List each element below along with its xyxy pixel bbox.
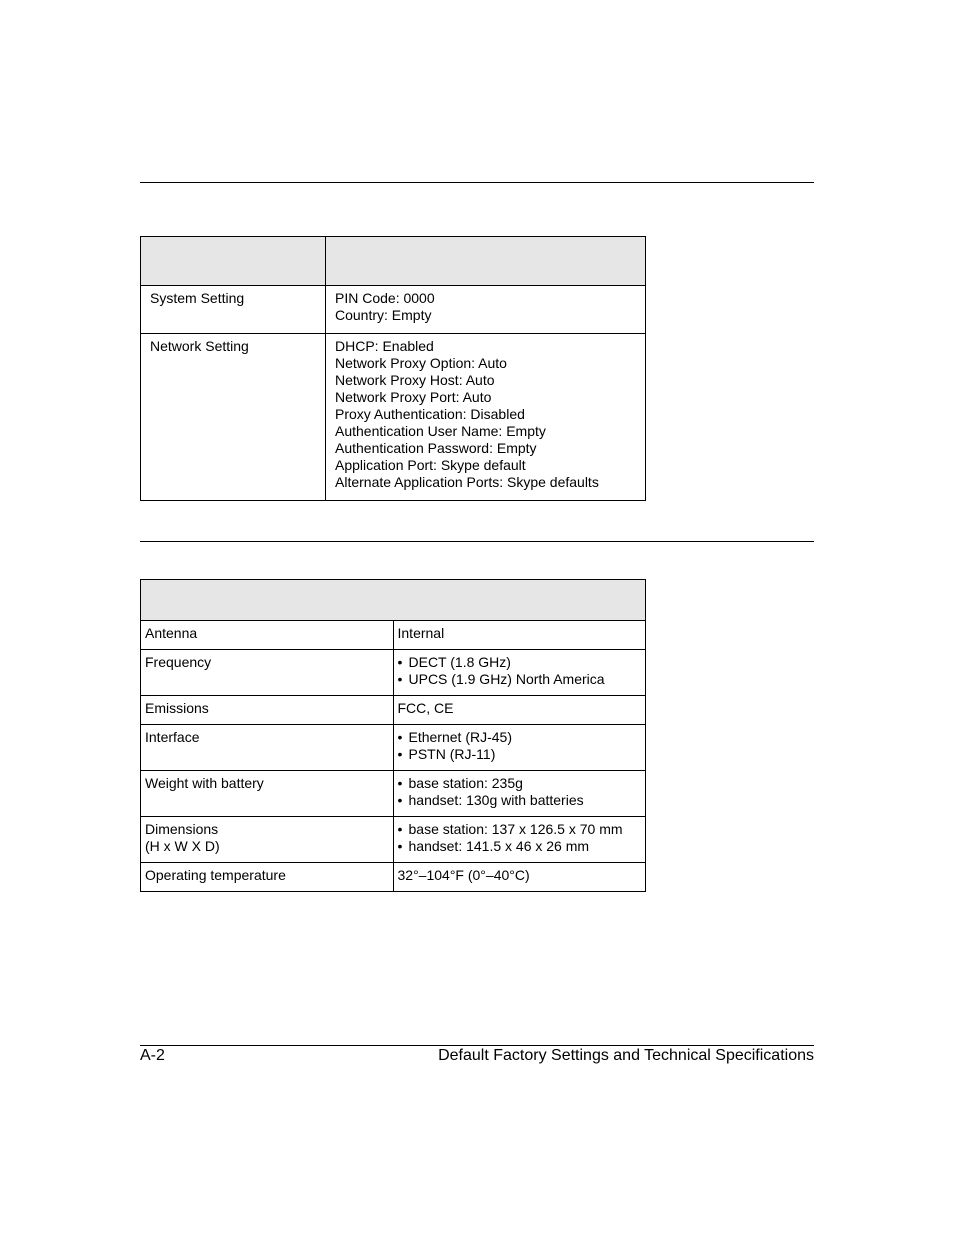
spec-value <box>393 771 646 817</box>
header-cell <box>141 237 326 286</box>
table-row <box>141 334 646 501</box>
table-row <box>141 286 646 334</box>
setting-value: Alternate Application Ports: Skype defaults <box>335 474 599 490</box>
spec-label: Antenna <box>141 621 394 650</box>
spec-value <box>393 725 646 771</box>
table-row <box>141 771 646 817</box>
setting-value: Network Proxy Host: Auto <box>335 372 495 388</box>
table-row <box>141 650 646 696</box>
setting-value: Application Port: Skype default <box>335 457 526 473</box>
spec-label: Frequency <box>141 650 394 696</box>
header-cell <box>141 580 646 621</box>
spec-label: Weight with battery <box>141 771 394 817</box>
bullet-item: • base station: 137 x 126.5 x 70 mm <box>398 821 642 838</box>
chapter-title: Default Factory Settings and Technical Specifications <box>438 1047 814 1064</box>
spec-value <box>393 817 646 863</box>
header-cell <box>326 237 646 286</box>
bullet-item: • PSTN (RJ-11) <box>398 746 642 763</box>
top-rule <box>140 182 814 183</box>
setting-value: DHCP: Enabled <box>335 338 434 354</box>
spec-value: Internal <box>393 621 646 650</box>
setting-value: Authentication Password: Empty <box>335 440 537 456</box>
bullet-item: • handset: 130g with batteries <box>398 792 642 809</box>
section-rule <box>140 541 814 542</box>
setting-label: System Setting <box>141 286 326 334</box>
table-row <box>141 696 646 725</box>
bullet-item: • base station: 235g <box>398 775 642 792</box>
bullet-item: • Ethernet (RJ-45) <box>398 729 642 746</box>
table-row <box>141 817 646 863</box>
bullet-item: • handset: 141.5 x 46 x 26 mm <box>398 838 642 855</box>
setting-values <box>326 286 646 334</box>
table-row <box>141 863 646 892</box>
table-row <box>141 621 646 650</box>
spec-value: FCC, CE <box>393 696 646 725</box>
spec-value: 32°–104°F (0°–40°C) <box>393 863 646 892</box>
spec-label: Emissions <box>141 696 394 725</box>
setting-value: Authentication User Name: Empty <box>335 423 546 439</box>
page-number: A-2 <box>140 1047 165 1064</box>
technical-specifications-table <box>140 579 646 892</box>
setting-value: PIN Code: 0000 <box>335 290 435 306</box>
bullet-item: • DECT (1.8 GHz) <box>398 654 642 671</box>
table-header-row <box>141 580 646 621</box>
setting-value: Network Proxy Option: Auto <box>335 355 507 371</box>
spec-value <box>393 650 646 696</box>
spec-label: Operating temperature <box>141 863 394 892</box>
setting-value: Network Proxy Port: Auto <box>335 389 492 405</box>
setting-value: Proxy Authentication: Disabled <box>335 406 525 422</box>
setting-label: Network Setting <box>141 334 326 501</box>
spec-label: Dimensions (H x W X D) <box>141 817 394 863</box>
setting-value: Country: Empty <box>335 307 432 323</box>
table-row <box>141 725 646 771</box>
setting-values <box>326 334 646 501</box>
table-header-row <box>141 237 646 286</box>
default-settings-table <box>140 236 646 501</box>
bullet-item: • UPCS (1.9 GHz) North America <box>398 671 642 688</box>
spec-label: Interface <box>141 725 394 771</box>
